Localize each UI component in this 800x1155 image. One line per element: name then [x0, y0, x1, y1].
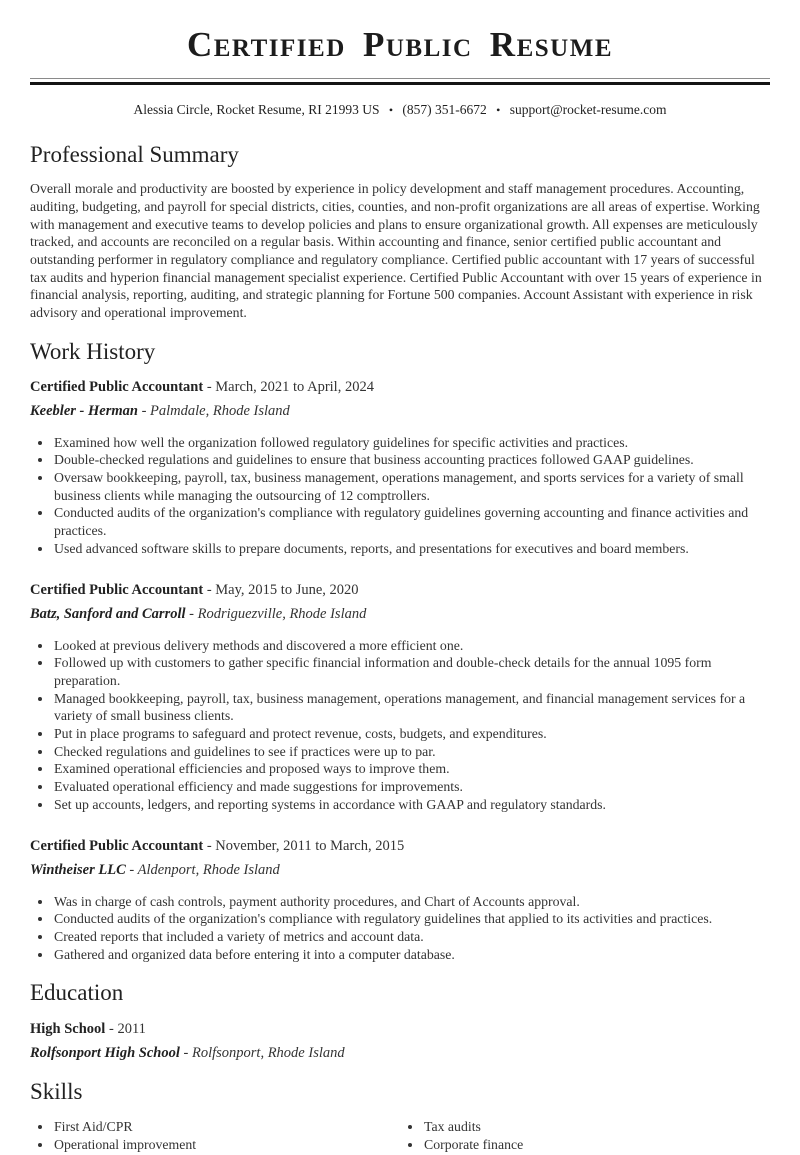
job-title-line: [30, 837, 770, 856]
job-entry-3: [30, 837, 770, 964]
job-company-line: [30, 402, 770, 421]
job-dates: November, 2011 to March, 2015: [215, 837, 405, 854]
education-location: Rolfsonport, Rhode Island: [191, 1045, 345, 1062]
job-company: Wintheiser LLC: [30, 861, 126, 878]
job-bullet-list: [30, 893, 770, 964]
skill-item: • Corporate finance: [423, 1136, 770, 1155]
section-skills: [30, 1078, 770, 1155]
job-bullet: • Checked regulations and guidelines to see if practices were up to par.: [53, 743, 770, 761]
job-bullet: • Double-checked regulations and guidelines to ensure that business accounting practices followed GAAP guidelines.: [53, 451, 770, 469]
education-heading: Education: [30, 980, 124, 1006]
job-bullet: • Managed bookkeeping, payroll, tax, business management, operations management, and financial management services for a variety of small business clients.: [53, 690, 770, 725]
job-location: Aldenport, Rhode Island: [137, 861, 280, 878]
section-professional-summary: [30, 141, 770, 322]
skills-column-left: [30, 1118, 400, 1155]
skills-columns: [30, 1118, 770, 1155]
skills-list-left: [30, 1118, 400, 1155]
job-company: Batz, Sanford and Carroll: [30, 605, 186, 622]
education-entry: [30, 1020, 770, 1063]
job-company: Keebler - Herman: [30, 402, 138, 419]
skills-list-right: [400, 1118, 770, 1155]
job-title-line: [30, 378, 770, 397]
skills-heading: Skills: [30, 1079, 83, 1105]
contact-address: Alessia Circle, Rocket Resume, RI 21993 US: [133, 101, 380, 117]
header-divider: [30, 78, 770, 85]
dash-separator: -: [183, 1045, 189, 1062]
job-dates: May, 2015 to June, 2020: [215, 581, 359, 598]
job-bullet-list: [30, 434, 770, 558]
skill-item: • Tax audits: [423, 1118, 770, 1137]
section-education: [30, 979, 770, 1063]
job-entry-1: [30, 378, 770, 558]
job-bullet: • Put in place programs to safeguard and protect revenue, costs, budgets, and expenditures.: [53, 725, 770, 743]
contact-line: [30, 102, 770, 118]
job-title: Certified Public Accountant: [30, 378, 204, 395]
job-bullet: • Examined how well the organization followed regulatory guidelines for specific activities and practices.: [53, 434, 770, 452]
skills-column-right: [400, 1118, 770, 1155]
document-title: Certified Public Resume: [186, 25, 613, 64]
dash-separator: -: [141, 402, 147, 419]
education-school-line: [30, 1044, 770, 1063]
job-title: Certified Public Accountant: [30, 837, 204, 854]
job-bullet: • Created reports that included a variety of metrics and account data.: [53, 928, 770, 946]
job-entry-2: [30, 581, 770, 814]
job-company-line: [30, 605, 770, 624]
job-bullet: • Examined operational efficiencies and proposed ways to improve them.: [53, 760, 770, 778]
summary-heading: Professional Summary: [30, 141, 239, 167]
dash-separator: -: [189, 605, 194, 622]
job-bullet: • Followed up with customers to gather specific financial information and double-check details for the annual 1095 form preparation.: [53, 654, 770, 689]
job-bullet: • Used advanced software skills to prepare documents, reports, and presentations for executives and board members.: [53, 540, 770, 558]
dash-separator: -: [129, 861, 135, 878]
job-bullet: • Conducted audits of the organization's compliance with regulatory guidelines governing accounting and finance activities and practices.: [53, 504, 770, 539]
job-bullet: • Evaluated operational efficiency and made suggestions for improvements.: [53, 778, 770, 796]
section-work-history: [30, 338, 770, 964]
education-degree: High School: [30, 1021, 106, 1038]
contact-email: support@rocket-resume.com: [509, 101, 667, 117]
education-year: 2011: [117, 1021, 146, 1038]
resume-header: [30, 26, 770, 118]
education-school: Rolfsonport High School: [30, 1045, 180, 1062]
dash-separator: -: [206, 581, 212, 598]
work-history-heading: Work History: [30, 338, 156, 364]
job-bullet: • Conducted audits of the organization's compliance with regulatory guidelines that applied to its activities and practices.: [53, 910, 770, 928]
job-bullet-list: [30, 637, 770, 814]
job-dates: March, 2021 to April, 2024: [215, 378, 374, 395]
job-title: Certified Public Accountant: [30, 581, 204, 598]
job-bullet: • Set up accounts, ledgers, and reporting systems in accordance with GAAP and regulatory standards.: [53, 796, 770, 814]
job-bullet: • Was in charge of cash controls, payment authority procedures, and Chart of Accounts approval.: [53, 893, 770, 911]
bullet-separator: •: [388, 102, 394, 117]
job-bullet: • Gathered and organized data before entering it into a computer database.: [53, 946, 770, 964]
job-location: Palmdale, Rhode Island: [150, 402, 290, 419]
job-company-line: [30, 861, 770, 880]
job-bullet: • Looked at previous delivery methods and discovered a more efficient one.: [53, 637, 770, 655]
job-bullet: • Oversaw bookkeeping, payroll, tax, business management, operations management, and sports services for a variety of small business clients while managing the outsourcing of 12 comptrollers.: [53, 469, 770, 504]
dash-separator: -: [108, 1021, 114, 1038]
dash-separator: -: [206, 837, 212, 854]
bullet-separator: •: [496, 102, 501, 117]
skill-item: • Operational improvement: [53, 1136, 400, 1155]
summary-paragraph: Overall morale and productivity are boosted by experience in policy development and staff management procedures. Accounting, auditing, budgeting, and payroll for special districts, cities, counties, and non-profit organizations are all areas of expertise. Working with management and executive teams to develop policies and plans to ensure organizational growth. All expenses are meticulously tracked, and accounts are reconciled on a regular basis. Within accounting and finance, senior certified public accountant and outstanding performer in regulatory compliance and regulatory compliance. Certified public accountant with 17 years of successful tax audits and hyperion financial management specialist experience. Certified Public Accountant with over 15 years of experience in financial analysis, reporting, auditing, and strategic planning for Fortune 500 companies. Account Assistant with experience in risk advisory and operational improvement.: [30, 181, 762, 321]
skill-item: • First Aid/CPR: [53, 1118, 400, 1137]
contact-phone: (857) 351-6672: [402, 101, 487, 117]
dash-separator: -: [206, 378, 212, 395]
job-location: Rodriguezville, Rhode Island: [197, 605, 367, 622]
resume-page: [0, 26, 800, 1155]
job-title-line: [30, 581, 770, 600]
education-degree-line: [30, 1020, 770, 1039]
